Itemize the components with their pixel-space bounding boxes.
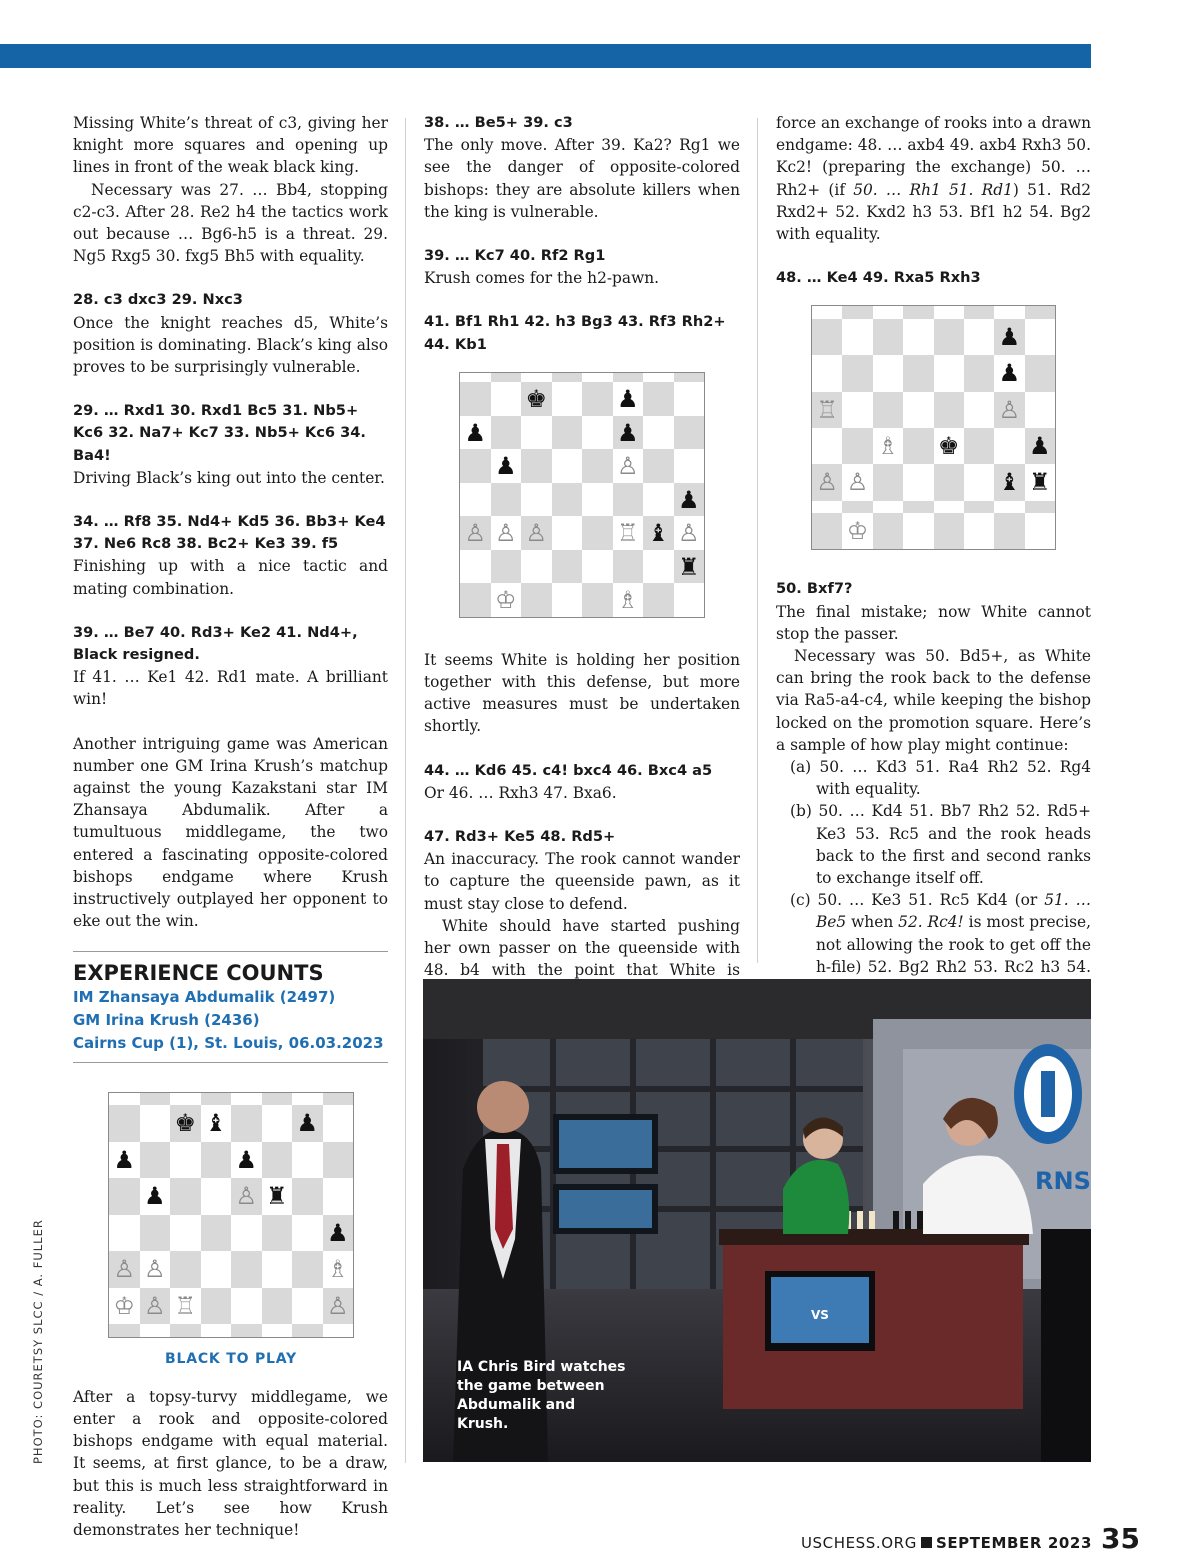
board-square [552,373,583,383]
white-player: IM Zhansaya Abdumalik (2497) [73,987,336,1006]
board-square [1025,319,1055,355]
board-square [674,416,705,450]
paragraph: Driving Black’s king out into the center. [73,468,385,487]
board-square [873,464,903,500]
board-square [842,513,872,549]
photo-credit: PHOTO: COURETSY SLCC / A. FULLER [31,1219,45,1464]
board-square [582,416,613,450]
board-square [170,1288,201,1325]
black-pawn-icon: ♟ [998,322,1021,351]
board-square [460,516,491,550]
board-square [460,550,491,584]
board-square [934,355,964,391]
board-square [582,516,613,550]
board-square [491,382,522,416]
board-square [292,1324,323,1337]
board-square [323,1251,354,1288]
board-square [491,550,522,584]
board-square [934,392,964,428]
board-square [323,1142,354,1179]
column-divider [757,118,758,963]
board-square [643,583,674,617]
board-square [964,464,994,500]
board-square [613,550,644,584]
move-line: 50. Bxf7? [776,580,853,598]
black-pawn-icon: ♟ [326,1218,349,1247]
board-square [613,483,644,517]
board-square [674,483,705,517]
board-square [903,355,933,391]
board-square [994,501,1024,513]
board-square [140,1324,171,1337]
board-square [903,428,933,464]
board-square [994,428,1024,464]
board-square [521,483,552,517]
paragraph: Krush comes for the h2-pawn. [424,269,660,288]
board-square [613,516,644,550]
board-square [170,1178,201,1215]
board-square [643,373,674,383]
board-square [140,1288,171,1325]
white-pawn-icon: ♙ [143,1255,166,1284]
board-square [491,516,522,550]
move-line: 28. c3 dxc3 29. Nxc3 [73,291,243,309]
board-square [460,483,491,517]
board-square [521,550,552,584]
chess-diagram-black-to-play [108,1092,354,1338]
site-name: USCHESS.ORG [800,1534,917,1552]
board-square [292,1288,323,1325]
paragraph: An inaccuracy. The rook cannot wander to capture the queenside pawn, as it must stay close to defend. [424,850,740,913]
white-pawn-icon: ♙ [235,1182,257,1211]
white-pawn-icon: ♙ [326,1291,349,1320]
board-square [613,373,644,383]
board-square [460,449,491,483]
board-square [109,1142,140,1179]
board-square [643,382,674,416]
column-2 [424,112,740,1004]
black-bishop-icon: ♝ [647,519,669,548]
board-square [323,1215,354,1252]
page-number: 35 [1101,1522,1140,1555]
paragraph: The only move. After 39. Ka2? Rg1 we see the danger of opposite-colored bishops: they are absolute killers when the king is vulnerable. [424,136,740,221]
board-square [674,382,705,416]
board-square [934,306,964,318]
black-pawn-icon: ♟ [143,1182,166,1211]
board-square [994,306,1024,318]
board-square [491,583,522,617]
move-line: 39. … Kc7 40. Rf2 Rg1 [424,247,606,265]
board-square [292,1105,323,1142]
board-square [1025,392,1055,428]
move-line: 47. Rd3+ Ke5 48. Rd5+ [424,828,616,846]
board-square [109,1093,140,1106]
white-bishop-icon: ♗ [616,586,639,615]
board-square [613,382,644,416]
board-square [812,392,842,428]
board-square [643,550,674,584]
board-square [1025,501,1055,513]
board-square [292,1178,323,1215]
column-divider [405,118,406,1463]
board-square [170,1324,201,1337]
board-square [674,516,705,550]
board-square [262,1215,293,1252]
black-pawn-icon: ♟ [616,385,639,414]
board-square [552,416,583,450]
list-item: (c) 50. … Ke3 51. Rc5 Kd4 (or 51. … Be5 when 52. Rc4! is most precise, not allowing the rook to get off the h-file) 52. Bg2 Rh2 53. Rc2 h3 54. [790,891,1091,976]
black-pawn-icon: ♟ [616,418,639,447]
paragraph: Once the knight reaches d5, White’s position is dominating. Black’s king also proves to be surprisingly vulnerable. [73,313,388,377]
white-rook-icon: ♖ [174,1291,196,1320]
board-square [262,1093,293,1106]
board-square [109,1288,140,1325]
board-square [613,583,644,617]
board-square [109,1105,140,1142]
board-square [964,319,994,355]
black-rook-icon: ♜ [677,552,700,581]
paragraph: After a topsy-turvy middlegame, we enter a rook and opposite-colored bishops endgame with equal material. It seems, at first glance, to be a draw, but this is much less straightforward in reality. Let’s see how Krush demonstrates her technique! [73,1387,388,1539]
board-square [873,513,903,549]
list-item: (a) 50. … Kd3 51. Ra4 Rh2 52. Rg4 with equality. [790,758,1091,799]
board-square [964,392,994,428]
black-player: GM Irina Krush (2436) [73,1010,260,1029]
board-square [582,382,613,416]
board-square [323,1178,354,1215]
black-rook-icon: ♜ [265,1182,288,1211]
board-square [812,355,842,391]
board-square [994,513,1024,549]
board-square [262,1142,293,1179]
black-bishop-icon: ♝ [998,468,1021,497]
diagram-caption: BLACK TO PLAY [165,1350,297,1367]
board-square [674,449,705,483]
board-square [812,428,842,464]
photo-caption: IA Chris Bird watches the game between Abdumalik and Krush. [457,1359,626,1432]
paragraph: Missing White’s threat of c3, giving her knight more squares and opening up lines in front of the weak black king. [73,114,388,177]
board-square [613,449,644,483]
board-square [903,464,933,500]
black-rook-icon: ♜ [1029,468,1051,497]
board-square [873,501,903,513]
board-square [231,1142,262,1179]
board-square [582,373,613,383]
board-square [109,1178,140,1215]
board-square [994,355,1024,391]
board-square [491,449,522,483]
board-square [262,1105,293,1142]
board-square [170,1215,201,1252]
board-square [231,1324,262,1337]
board-square [292,1251,323,1288]
column-1 [73,112,388,1541]
board-square [812,501,842,513]
chess-diagram-move-49 [811,305,1056,550]
board-square [812,464,842,500]
board-square [262,1288,293,1325]
board-square [994,319,1024,355]
paragraph: It seems White is holding her position together with this defense, but more active measures must be undertaken shortly. [424,650,740,736]
board-square [812,319,842,355]
board-square [552,583,583,617]
board-square [231,1215,262,1252]
board-square [873,319,903,355]
event-info: Cairns Cup (1), St. Louis, 06.03.2023 [73,1033,384,1052]
board-square [1025,428,1055,464]
black-bishop-icon: ♝ [204,1109,227,1138]
board-square [934,501,964,513]
board-square [842,464,872,500]
black-king-icon: ♚ [937,432,960,461]
move-line: 38. … Be5+ 39. c3 [424,114,573,131]
board-square [491,483,522,517]
board-square [201,1251,232,1288]
paragraph: force an exchange of rooks into a drawn endgame: 48. … axb4 49. axb4 Rxh3 50. Kc2! (preparing the exchange) 50. … Rh2+ (if 50. … Rh1 51. Rd1) 51. Rd2 Rxd2+ 52. Kxd2 h3 53. Bf1 h2 54. Bg2 with equality. [776,114,1092,244]
board-square [201,1105,232,1142]
board-square [292,1093,323,1106]
white-pawn-icon: ♙ [113,1255,135,1284]
black-pawn-icon: ♟ [113,1145,135,1174]
white-king-icon: ♔ [846,517,869,546]
paragraph: The final mistake; now White cannot stop the passer. [776,602,1091,643]
board-square [521,382,552,416]
board-square [582,449,613,483]
board-square [170,1093,201,1106]
white-pawn-icon: ♙ [464,519,486,548]
board-square [842,319,872,355]
black-pawn-icon: ♟ [296,1109,318,1138]
board-square [903,306,933,318]
board-square [323,1288,354,1325]
board-square [1025,513,1055,549]
board-square [552,550,583,584]
board-square [521,516,552,550]
screen-vs-text: VS [811,1308,829,1322]
issue-month: SEPTEMBER 2023 [935,1534,1092,1552]
board-square [903,513,933,549]
board-square [140,1142,171,1179]
board-square [582,550,613,584]
board-square [140,1251,171,1288]
board-square [812,306,842,318]
board-square [964,501,994,513]
board-square [323,1324,354,1337]
board-square [1025,464,1055,500]
board-square [552,382,583,416]
black-pawn-icon: ♟ [998,359,1021,388]
board-square [201,1324,232,1337]
board-square [231,1093,262,1106]
black-pawn-icon: ♟ [494,452,517,481]
board-square [460,382,491,416]
black-pawn-icon: ♟ [677,485,700,514]
square-separator-icon [921,1537,932,1548]
section-rule [73,951,388,952]
move-line: 39. … Be7 40. Rd3+ Ke2 41. Nd4+, Black resigned. [73,623,358,664]
board-square [643,449,674,483]
top-color-bar [0,44,1091,68]
board-square [582,483,613,517]
board-square [262,1324,293,1337]
black-king-icon: ♚ [174,1109,196,1138]
paragraph: Necessary was 50. Bd5+, as White can bring the rook back to the defense via Ra5-a4-c4, while keeping the bishop locked on the promotion square. Here’s a sample of how play might continue: [776,647,1091,754]
board-square [323,1093,354,1106]
board-square [643,483,674,517]
board-square [964,306,994,318]
board-square [842,392,872,428]
board-square [903,392,933,428]
board-square [842,501,872,513]
white-rook-icon: ♖ [816,395,838,424]
board-square [934,464,964,500]
black-king-icon: ♚ [525,385,547,414]
board-square [231,1288,262,1325]
move-line: 41. Bf1 Rh1 42. h3 Bg3 43. Rf3 Rh2+ 44. Kb1 [424,313,726,353]
board-square [460,416,491,450]
white-bishop-icon: ♗ [326,1255,349,1284]
white-pawn-icon: ♙ [616,452,639,481]
event-photo [423,979,1091,1462]
board-square [231,1178,262,1215]
board-square [674,373,705,383]
white-pawn-icon: ♙ [143,1291,166,1320]
paragraph: White should have started pushing her own passer on the queenside with 48. b4 with the point that White is [424,916,740,980]
board-square [231,1251,262,1288]
board-square [201,1215,232,1252]
board-square [109,1324,140,1337]
board-square [903,501,933,513]
variation-list [776,756,1091,1000]
board-square [964,428,994,464]
chess-diagram-move-44 [459,372,705,618]
board-square [140,1215,171,1252]
board-square [109,1251,140,1288]
board-square [521,449,552,483]
board-square [201,1093,232,1106]
board-square [521,583,552,617]
white-pawn-icon: ♙ [494,519,517,548]
board-square [109,1215,140,1252]
board-square [812,513,842,549]
page-footer [801,1534,1092,1552]
move-line: 44. … Kd6 45. c4! bxc4 46. Bxc4 a5 [424,761,713,779]
board-square [964,513,994,549]
board-square [201,1142,232,1179]
board-square [170,1142,201,1179]
board-square [140,1105,171,1142]
board-square [674,550,705,584]
board-square [262,1178,293,1215]
game-heading: EXPERIENCE COUNTS [73,960,324,985]
board-square [873,355,903,391]
board-square [964,355,994,391]
list-item: (b) 50. … Kd4 51. Bb7 Rh2 52. Rd5+ Ke3 53. Rc5 and the rook heads back to the first and second ranks to exchange itself off. [790,802,1091,888]
white-pawn-icon: ♙ [677,519,700,548]
white-bishop-icon: ♗ [877,432,899,461]
board-square [552,516,583,550]
paragraph: Necessary was 27. … Bb4, stopping c2-c3. After 28. Re2 h4 the tactics work out because … Bg6-h5 is a threat. 29. Ng5 Rxg5 30. fxg5 Bh5 with equality. [73,180,388,266]
move-line: 48. … Ke4 49. Rxa5 Rxh3 [776,269,981,287]
board-square [842,428,872,464]
board-square [1025,306,1055,318]
white-pawn-icon: ♙ [816,468,838,497]
board-square [934,428,964,464]
board-square [934,319,964,355]
board-square [674,583,705,617]
board-square [491,416,522,450]
paragraph: Or 46. … Rxh3 47. Bxa6. [424,783,617,802]
paragraph: Another intriguing game was American number one GM Irina Krush’s matchup against the young Kazakstani star IM Zhansaya Abdumalik. After a tumultuous middlegame, the two entered a fascinating opposite-colored bishops endgame where Krush instructively outplayed her opponent to eke out the win. [73,734,388,931]
board-square [842,355,872,391]
board-square [491,373,522,383]
board-square [292,1142,323,1179]
board-square [140,1093,171,1106]
board-square [842,306,872,318]
move-line: 29. … Rxd1 30. Rxd1 Bc5 31. Nb5+ Kc6 32. Na7+ Kc7 33. Nb5+ Kc6 34. Ba4! [73,402,366,464]
move-line: 34. … Rf8 35. Nd4+ Kd5 36. Bb3+ Ke4 37. Ne6 Rc8 38. Bc2+ Ke3 39. f5 [73,513,386,553]
black-pawn-icon: ♟ [235,1145,257,1174]
paragraph: Finishing up with a nice tactic and mating combination. [73,557,388,598]
white-pawn-icon: ♙ [525,519,547,548]
black-pawn-icon: ♟ [464,418,486,447]
board-square [521,373,552,383]
white-rook-icon: ♖ [616,519,639,548]
board-square [903,319,933,355]
board-square [292,1215,323,1252]
board-square [873,392,903,428]
board-square [521,416,552,450]
white-king-icon: ♔ [494,586,517,615]
white-pawn-icon: ♙ [998,395,1021,424]
board-square [1025,355,1055,391]
board-square [552,483,583,517]
board-square [323,1105,354,1142]
board-square [613,416,644,450]
board-square [873,306,903,318]
board-square [170,1105,201,1142]
white-king-icon: ♔ [113,1291,135,1320]
black-pawn-icon: ♟ [1029,432,1051,461]
board-square [994,464,1024,500]
board-square [643,516,674,550]
board-square [552,449,583,483]
white-pawn-icon: ♙ [846,468,869,497]
paragraph: If 41. … Ke1 42. Rd1 mate. A brilliant win! [73,668,388,709]
board-square [582,583,613,617]
board-square [201,1178,232,1215]
board-square [994,392,1024,428]
board-square [262,1251,293,1288]
board-square [873,428,903,464]
board-square [201,1288,232,1325]
board-square [460,583,491,617]
board-square [643,416,674,450]
board-square [140,1178,171,1215]
column-3 [776,112,1091,1000]
board-square [460,373,491,383]
cairns-banner-text: RNS [1035,1167,1091,1195]
board-square [934,513,964,549]
board-square [231,1105,262,1142]
board-square [170,1251,201,1288]
